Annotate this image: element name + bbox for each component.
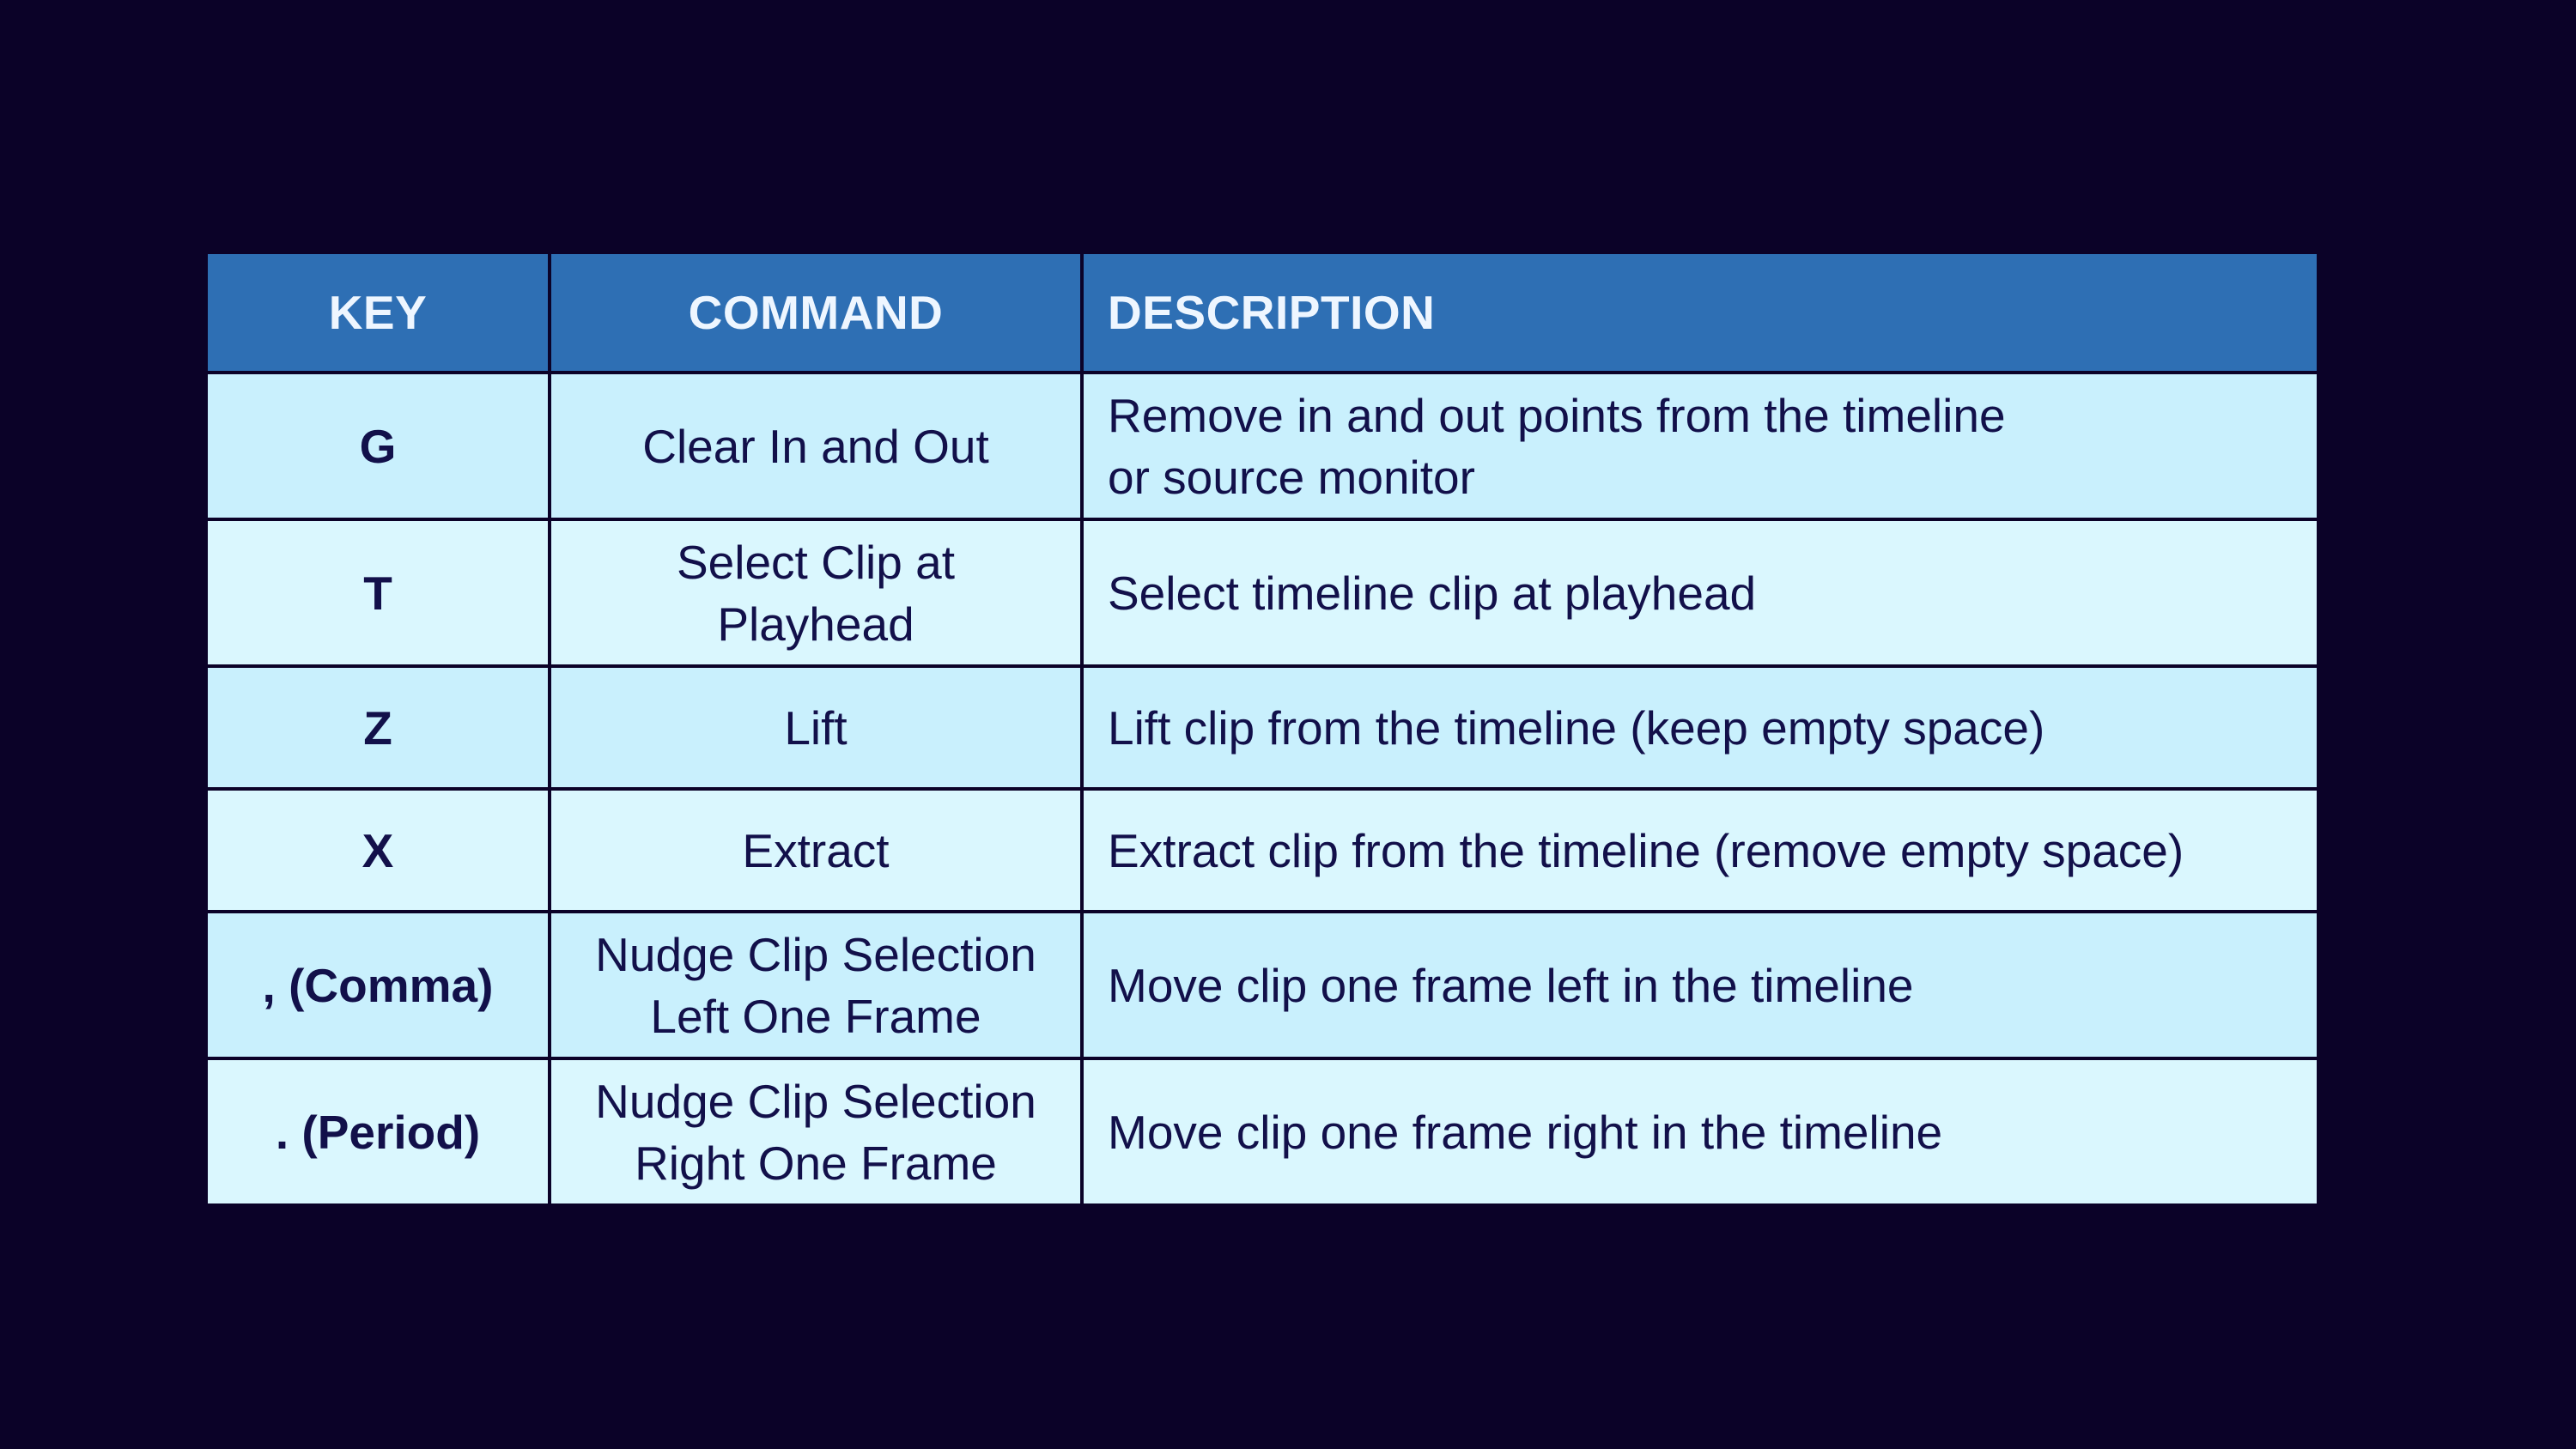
- table-row: [206, 1058, 2318, 1205]
- header-key: KEY: [206, 252, 550, 373]
- table-row: [206, 373, 2318, 519]
- description-cell: [1082, 1058, 2318, 1205]
- description-line: Remove in and out points from the timeline: [1108, 388, 2006, 442]
- command-line: Lift: [784, 700, 848, 755]
- description-cell: [1082, 519, 2318, 666]
- table-body: [206, 373, 2318, 1205]
- description-line: Extract clip from the timeline (remove empty space): [1108, 823, 2184, 877]
- table-row: [206, 519, 2318, 666]
- header-row: [206, 252, 2318, 373]
- command-line: Playhead: [717, 597, 914, 651]
- command-line: Nudge Clip Selection: [595, 1074, 1036, 1128]
- command-line: Clear In and Out: [642, 419, 989, 473]
- command-cell: [550, 666, 1082, 789]
- table-row: [206, 912, 2318, 1058]
- description-line: Move clip one frame left in the timeline: [1108, 958, 1914, 1012]
- key-cell: X: [206, 789, 550, 912]
- command-cell: [550, 912, 1082, 1058]
- command-line: Nudge Clip Selection: [595, 927, 1036, 981]
- description-cell: [1082, 789, 2318, 912]
- command-cell: [550, 519, 1082, 666]
- key-cell: . (Period): [206, 1058, 550, 1205]
- command-cell: [550, 373, 1082, 519]
- table-header: [206, 252, 2318, 373]
- command-cell: [550, 1058, 1082, 1205]
- description-cell: [1082, 373, 2318, 519]
- command-line: Select Clip at: [676, 535, 956, 589]
- table-row: [206, 666, 2318, 789]
- key-cell: G: [206, 373, 550, 519]
- table-row: [206, 789, 2318, 912]
- key-cell: , (Comma): [206, 912, 550, 1058]
- header-command: COMMAND: [550, 252, 1082, 373]
- key-cell: T: [206, 519, 550, 666]
- shortcut-table-container: [204, 251, 2317, 1207]
- command-line: Right One Frame: [635, 1136, 997, 1190]
- description-cell: [1082, 912, 2318, 1058]
- description-line: or source monitor: [1108, 450, 1475, 504]
- description-line: Move clip one frame right in the timeline: [1108, 1105, 1943, 1159]
- command-line: Left One Frame: [650, 989, 981, 1043]
- command-cell: [550, 789, 1082, 912]
- description-line: Lift clip from the timeline (keep empty space): [1108, 700, 2045, 755]
- description-line: Select timeline clip at playhead: [1108, 566, 1757, 620]
- key-cell: Z: [206, 666, 550, 789]
- header-description: DESCRIPTION: [1082, 252, 2318, 373]
- description-cell: [1082, 666, 2318, 789]
- command-line: Extract: [742, 823, 890, 877]
- shortcut-table: [204, 251, 2320, 1207]
